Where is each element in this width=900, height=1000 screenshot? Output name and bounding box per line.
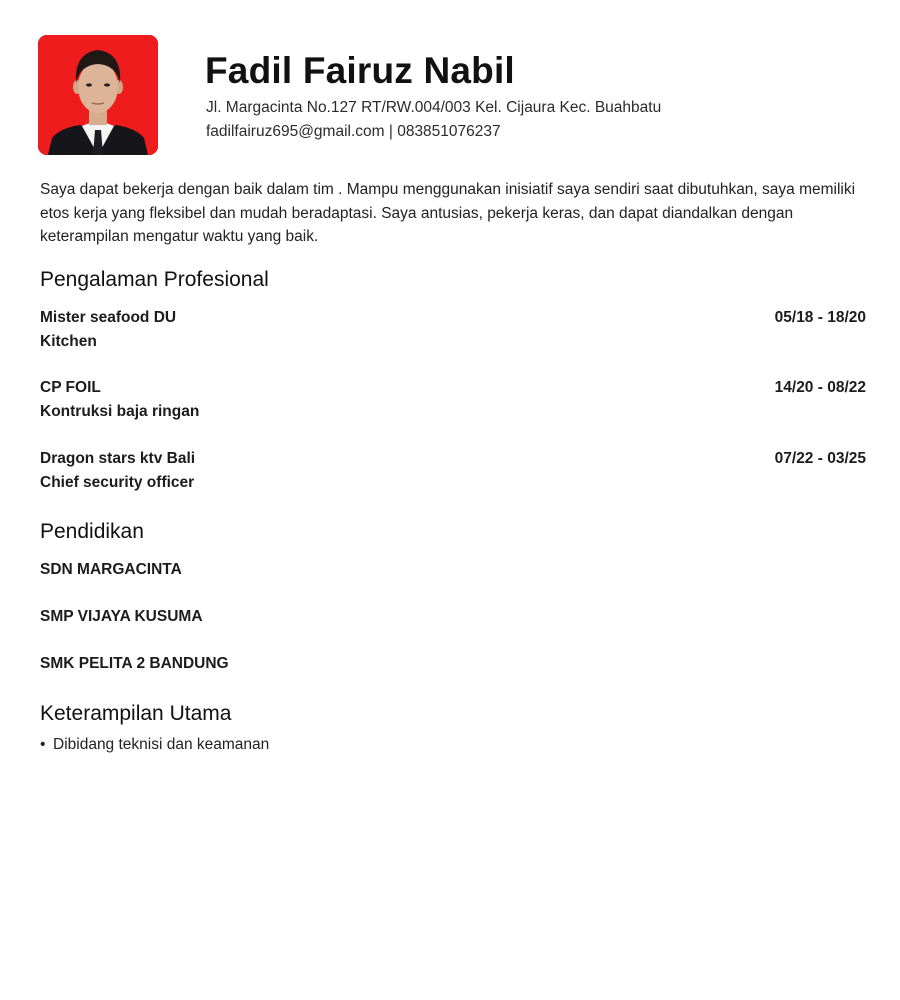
full-name: Fadil Fairuz Nabil: [205, 50, 515, 91]
address: Jl. Margacinta No.127 RT/RW.004/003 Kel. Cijaura Kec. Buahbatu: [206, 99, 662, 116]
contact-info: fadilfairuz695@gmail.com | 083851076237: [206, 123, 501, 140]
experience-heading: Pengalaman Profesional: [40, 268, 269, 291]
profile-summary: Saya dapat bekerja dengan baik dalam tim . Mampu menggunakan inisiatif saya sendiri saat dibutuhkan, saya memiliki etos kerja yang fleksibel dan mudah beradaptasi. Saya antusias, pekerja keras, dan dapat diandalkan dengan keterampilan mengatur waktu yang baik.: [40, 181, 856, 245]
job-dates: 07/22 - 03/25: [774, 450, 866, 467]
job-dates: 14/20 - 08/22: [774, 379, 866, 396]
skill-item: [40, 736, 269, 754]
education-heading: Pendidikan: [40, 520, 144, 543]
job-role: Kitchen: [40, 333, 97, 350]
skills-heading: Keterampilan Utama: [40, 702, 232, 725]
education-item: SMP VIJAYA KUSUMA: [40, 608, 203, 625]
job-company: CP FOIL: [40, 379, 101, 396]
bullet-icon: •: [40, 736, 46, 753]
profile-photo: [38, 35, 158, 155]
job-company: Dragon stars ktv Bali: [40, 450, 196, 467]
education-item: SDN MARGACINTA: [40, 561, 182, 578]
job-company: Mister seafood DU: [40, 309, 177, 326]
skill-text: Dibidang teknisi dan keamanan: [53, 736, 270, 753]
job-role: Chief security officer: [40, 474, 195, 491]
job-role: Kontruksi baja ringan: [40, 403, 200, 420]
education-item: SMK PELITA 2 BANDUNG: [40, 655, 229, 672]
job-dates: 05/18 - 18/20: [774, 309, 866, 326]
person-portrait-icon: [38, 35, 158, 155]
